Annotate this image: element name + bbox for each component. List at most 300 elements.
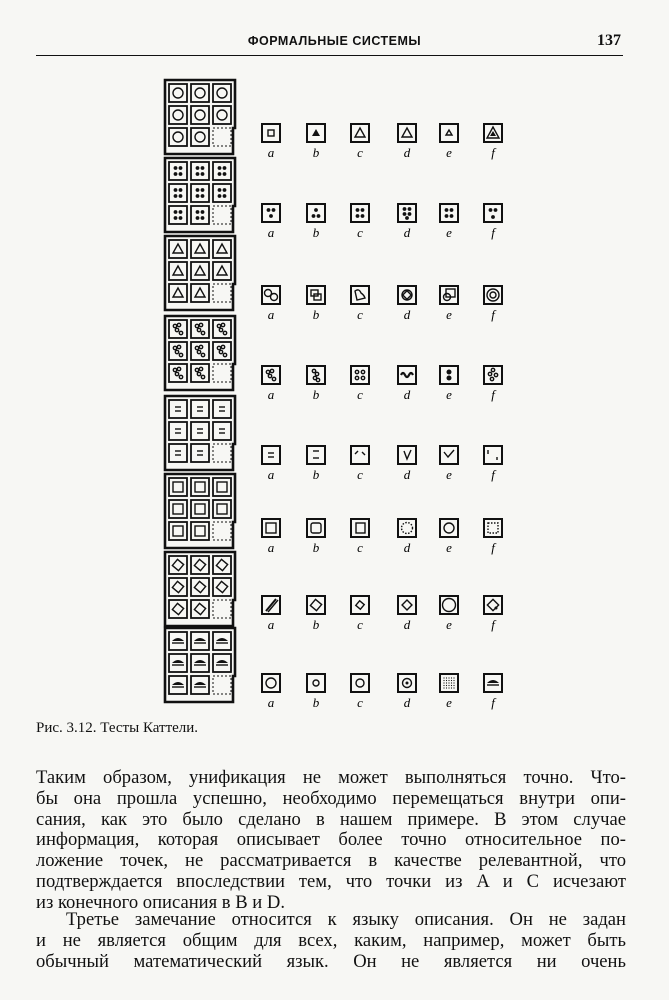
glyph (196, 194, 200, 198)
glyph (443, 680, 444, 681)
panel-cell (191, 500, 209, 518)
answer-option (440, 674, 458, 710)
glyph (446, 687, 447, 688)
panel-cell (169, 206, 187, 224)
glyph (201, 216, 205, 220)
glyph (219, 350, 222, 353)
answer-option (398, 204, 416, 240)
panel-cell (191, 206, 209, 224)
glyph (216, 660, 228, 663)
glyph (218, 188, 222, 192)
option-label: a (267, 695, 275, 710)
glyph (451, 682, 452, 683)
answer-box (262, 519, 280, 537)
glyph (402, 128, 412, 137)
answer-box (398, 286, 416, 304)
glyph (488, 523, 498, 533)
glyph (451, 680, 452, 681)
option-label: e (446, 617, 452, 632)
option-label: d (403, 695, 411, 710)
panel-cell (169, 184, 187, 202)
panel-cell (191, 84, 209, 102)
option-label: a (267, 467, 275, 482)
running-title: ФОРМАЛЬНЫЕ СИСТЕМЫ (247, 34, 422, 48)
answer-option (440, 124, 458, 160)
glyph (173, 110, 183, 120)
panel-cell (169, 422, 187, 440)
glyph (201, 172, 205, 176)
glyph (175, 372, 178, 375)
glyph (217, 244, 227, 253)
glyph (355, 128, 365, 137)
answer-option (398, 124, 416, 160)
glyph (174, 216, 178, 220)
option-label: a (267, 387, 275, 402)
panel-cell (191, 478, 209, 496)
glyph (403, 207, 407, 211)
glyph (221, 345, 224, 348)
glyph (356, 214, 360, 218)
panel-cell (191, 184, 209, 202)
glyph (177, 323, 180, 326)
answer-box (484, 446, 502, 464)
glyph (453, 677, 454, 678)
answer-option (398, 596, 416, 632)
test-panel (165, 316, 235, 390)
answer-option (351, 674, 369, 710)
option-label: b (312, 307, 320, 322)
panel-cell (169, 162, 187, 180)
answer-option (262, 596, 280, 632)
panel-frame (165, 80, 235, 154)
glyph (217, 346, 220, 349)
glyph (266, 678, 276, 688)
option-label: b (312, 467, 320, 482)
glyph (446, 682, 447, 683)
glyph (217, 266, 227, 275)
panel-cell (213, 556, 231, 574)
glyph (179, 216, 183, 220)
glyph (179, 188, 183, 192)
glyph (201, 331, 204, 334)
glyph (445, 208, 449, 212)
glyph (315, 372, 318, 375)
glyph (447, 370, 452, 375)
panel-cell (213, 162, 231, 180)
p1-line: Таким образом, унификация не может выполняться точно. Что- (36, 767, 626, 788)
p2-line: Третье замечание относится к языку описания. Он не задан (66, 909, 626, 930)
glyph (446, 130, 452, 135)
glyph (177, 367, 180, 370)
glyph (196, 188, 200, 192)
glyph (173, 526, 183, 536)
panel-cell (169, 128, 187, 146)
page-number: 137 (597, 32, 621, 49)
glyph (175, 328, 178, 331)
missing-cell (213, 444, 231, 462)
glyph (218, 194, 222, 198)
answer-box (351, 446, 369, 464)
answer-box (351, 674, 369, 692)
answer-option (351, 446, 369, 482)
answer-box (307, 204, 325, 222)
panel-cell (213, 578, 231, 596)
answer-option (307, 519, 325, 555)
glyph (218, 166, 222, 170)
glyph (201, 210, 205, 214)
glyph (266, 370, 269, 373)
panel-cell (213, 84, 231, 102)
option-label: b (312, 145, 320, 160)
option-label: e (446, 695, 452, 710)
option-label: e (446, 467, 452, 482)
glyph (194, 660, 206, 663)
glyph (201, 375, 204, 378)
glyph (446, 680, 447, 681)
option-label: e (446, 145, 452, 160)
panel-cell (169, 600, 187, 618)
answer-option (398, 366, 416, 402)
answer-option (484, 204, 502, 240)
glyph (443, 685, 444, 686)
glyph (223, 194, 227, 198)
p1-line: из конечного описания в B и D. (36, 891, 285, 913)
answer-box (351, 286, 369, 304)
answer-option (440, 286, 458, 322)
glyph (195, 266, 205, 275)
answer-option (262, 674, 280, 710)
answer-box (351, 519, 369, 537)
option-label: c (357, 695, 363, 710)
glyph (311, 523, 321, 533)
glyph (487, 289, 499, 301)
glyph (174, 172, 178, 176)
glyph (201, 166, 205, 170)
panel-cell (213, 422, 231, 440)
glyph (408, 212, 412, 216)
glyph (453, 685, 454, 686)
answer-option (351, 596, 369, 632)
answer-option (262, 519, 280, 555)
glyph (402, 523, 413, 534)
glyph (196, 166, 200, 170)
answer-option (484, 674, 502, 710)
glyph (494, 373, 497, 376)
glyph (450, 208, 454, 212)
glyph (223, 353, 226, 356)
test-panel (165, 552, 235, 626)
answer-option (351, 204, 369, 240)
answer-box (351, 596, 369, 614)
glyph (173, 132, 183, 142)
answer-box (440, 366, 458, 384)
answer-option (398, 519, 416, 555)
panel-cell (191, 600, 209, 618)
glyph (403, 212, 407, 216)
glyph (219, 328, 222, 331)
glyph (443, 687, 444, 688)
glyph (216, 581, 227, 592)
glyph (172, 581, 183, 592)
glyph (312, 214, 316, 218)
answer-option (307, 596, 325, 632)
glyph (450, 214, 454, 218)
glyph (197, 328, 200, 331)
glyph (217, 482, 227, 492)
glyph (446, 677, 447, 678)
answer-option (307, 204, 325, 240)
glyph (217, 110, 227, 120)
glyph (361, 214, 365, 218)
panel-cell (169, 106, 187, 124)
glyph (201, 188, 205, 192)
glyph (195, 132, 205, 142)
glyph (172, 638, 184, 641)
glyph (443, 677, 444, 678)
option-label: a (267, 307, 275, 322)
glyph (269, 214, 273, 218)
glyph (218, 172, 222, 176)
answer-option (398, 674, 416, 710)
panel-cell (213, 400, 231, 418)
glyph (173, 482, 183, 492)
glyph (361, 370, 364, 373)
glyph (223, 188, 227, 192)
glyph (179, 172, 183, 176)
option-label: f (491, 307, 495, 322)
answer-box (484, 519, 502, 537)
glyph (489, 208, 493, 212)
glyph (173, 288, 183, 297)
glyph (451, 677, 452, 678)
glyph (179, 166, 183, 170)
glyph (491, 215, 495, 219)
answer-option (351, 519, 369, 555)
answer-box (307, 596, 325, 614)
glyph (356, 601, 364, 609)
glyph (448, 685, 449, 686)
glyph (195, 88, 205, 98)
glyph (194, 638, 206, 641)
panel-cell (213, 478, 231, 496)
glyph (401, 373, 413, 377)
glyph (451, 685, 452, 686)
glyph (356, 208, 360, 212)
glyph (402, 600, 412, 610)
glyph (174, 166, 178, 170)
glyph (312, 369, 315, 372)
glyph (223, 172, 227, 176)
answer-box (262, 124, 280, 142)
glyph (199, 323, 202, 326)
option-label: c (357, 145, 363, 160)
answer-option (351, 286, 369, 322)
glyph (177, 345, 180, 348)
answer-option (262, 204, 280, 240)
option-label: d (403, 540, 411, 555)
option-label: c (357, 387, 363, 402)
glyph (310, 599, 321, 610)
panel-cell (169, 556, 187, 574)
glyph (272, 377, 275, 380)
option-label: d (403, 467, 411, 482)
glyph (453, 682, 454, 683)
answer-option (484, 124, 502, 160)
panel-cell (191, 422, 209, 440)
answer-option (262, 446, 280, 482)
answer-option (440, 446, 458, 482)
option-label: b (312, 225, 320, 240)
glyph (355, 376, 358, 379)
panel-cell (191, 522, 209, 540)
answer-option (440, 366, 458, 402)
panel-cell (169, 400, 187, 418)
glyph (174, 210, 178, 214)
answer-option (484, 519, 502, 555)
answer-box (440, 124, 458, 142)
answer-box (262, 204, 280, 222)
option-label: a (267, 225, 275, 240)
glyph (199, 367, 202, 370)
panel-cell (191, 106, 209, 124)
glyph (179, 375, 182, 378)
panel-cell (191, 128, 209, 146)
glyph (179, 353, 182, 356)
panel-cell (191, 578, 209, 596)
glyph (445, 214, 449, 218)
panel-cell (191, 162, 209, 180)
answer-option (307, 446, 325, 482)
figure-caption: Рис. 3.12. Тесты Каттели. (36, 720, 199, 736)
glyph (217, 324, 220, 327)
glyph (179, 194, 183, 198)
glyph (268, 374, 271, 377)
option-label: c (357, 617, 363, 632)
answer-box (307, 674, 325, 692)
glyph (495, 607, 498, 610)
glyph (314, 208, 318, 212)
panel-cell (213, 500, 231, 518)
answer-box (398, 596, 416, 614)
glyph (356, 679, 364, 687)
glyph (270, 369, 273, 372)
answer-option (484, 596, 502, 632)
p1-line: ложение точек, не рассматривается в качестве релевантной, что (36, 850, 626, 872)
answer-option (262, 366, 280, 402)
paragraph-1 (36, 768, 626, 914)
glyph (223, 166, 227, 170)
missing-cell (213, 522, 231, 540)
glyph (195, 346, 198, 349)
answer-box (351, 204, 369, 222)
answer-option (307, 366, 325, 402)
test-panel (165, 158, 235, 232)
glyph (451, 687, 452, 688)
p1-line: сания, как это было сделано в нашем примере. В этом случае (36, 808, 626, 830)
missing-cell (213, 284, 231, 302)
glyph (446, 685, 447, 686)
glyph (223, 331, 226, 334)
option-label: f (491, 467, 495, 482)
glyph (444, 523, 454, 533)
glyph (361, 208, 365, 212)
answer-box (262, 446, 280, 464)
panel-cell (169, 84, 187, 102)
option-label: f (491, 387, 495, 402)
answer-option (307, 674, 325, 710)
panel-cell (213, 184, 231, 202)
glyph (272, 208, 276, 212)
glyph (313, 680, 319, 686)
option-label: d (403, 387, 411, 402)
glyph (201, 353, 204, 356)
answer-box (440, 204, 458, 222)
missing-cell (213, 364, 231, 382)
glyph (194, 581, 205, 592)
glyph (355, 451, 358, 454)
glyph (448, 680, 449, 681)
glyph (312, 129, 320, 136)
answer-option (440, 204, 458, 240)
missing-cell (213, 128, 231, 146)
glyph (216, 559, 227, 570)
glyph (494, 208, 498, 212)
panel-cell (191, 444, 209, 462)
glyph (356, 523, 365, 533)
glyph (173, 324, 176, 327)
paragraph-2 (36, 910, 626, 972)
glyph (195, 482, 205, 492)
glyph (448, 682, 449, 683)
glyph (172, 603, 183, 614)
test-panel (165, 396, 235, 470)
answer-option (307, 286, 325, 322)
glyph (199, 345, 202, 348)
answer-box (307, 519, 325, 537)
option-label: b (312, 617, 320, 632)
answer-box (398, 366, 416, 384)
glyph (195, 324, 198, 327)
glyph (197, 372, 200, 375)
glyph (491, 368, 494, 371)
panel-cell (169, 522, 187, 540)
option-label: a (267, 145, 275, 160)
option-label: c (357, 540, 363, 555)
option-label: f (491, 695, 495, 710)
glyph (196, 216, 200, 220)
glyph (361, 376, 364, 379)
answer-option (262, 124, 280, 160)
glyph (172, 559, 183, 570)
glyph (173, 88, 183, 98)
missing-cell (213, 600, 231, 618)
answer-option (307, 124, 325, 160)
glyph (488, 372, 491, 375)
glyph (195, 244, 205, 253)
glyph (217, 504, 227, 514)
test-panel (165, 236, 235, 310)
glyph (362, 452, 365, 455)
answer-option (398, 446, 416, 482)
option-label: e (446, 387, 452, 402)
answer-box (484, 204, 502, 222)
glyph (448, 687, 449, 688)
option-label: f (491, 225, 495, 240)
glyph (216, 638, 228, 641)
glyph (221, 323, 224, 326)
glyph (490, 377, 493, 380)
option-label: d (403, 307, 411, 322)
